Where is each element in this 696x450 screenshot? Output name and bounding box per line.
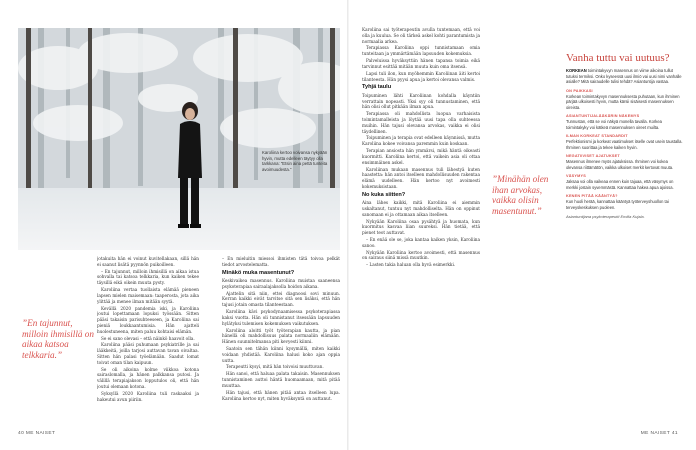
sidebar-section — [566, 174, 683, 190]
pull-quote-left: ”En tajunnut, milloin ihmisillä on aikaa katsoa telkkaria.” — [22, 318, 94, 360]
paragraph: Karoliina sai työterapeutin avulla tuntemaan, että voi olla ja kuulua. Se oli tärkeä askel kohti parantumista ja normaalia arkea. — [362, 27, 480, 44]
paragraph: Hän tajusi, että hänen pitää antaa itselleen lupa. Karoliina kertoo nyt, miten hyväksyntä on auttanut. — [222, 389, 340, 401]
paragraph: Nykyään Karoliina kertoo avoimesti, että masennus on sairaus siinä missä muutkin. — [362, 249, 480, 261]
sidebar-section-heading: KENEN PITÄÄ KÄÄNTYÄ? — [566, 194, 618, 198]
paragraph: Hän sanoi, että haluaa palata takaisin. Masennuksen tunnistaminen auttoi häntä huomaamaan, mitä pitää muuttaa. — [222, 371, 340, 388]
paragraph: Aina lähes kaikki, mitä Karoliina ei aiemmin uskaltanut, tuntuu nyt mahdolliselta. Hän on oppinut sanomaan ei ja ottamaan aikaa itselleen. — [362, 200, 480, 217]
sidebar-section-text: Korkean toimintakyvyn masennuksesta puhutaan, kun ihminen pärjää ulkoisesti hyvin, mutta kärsii sisäisesti masennuksen oireista. — [566, 93, 680, 110]
feature-photo — [18, 28, 340, 250]
paragraph: Karoliina aloitti työt työterapian kautta, ja pian hänellä oli mahdollisuus palata normaaliin elämään. Hänen suunnitelmansa piti kevyesti kiinni. — [222, 327, 340, 345]
article-column-b — [222, 256, 340, 432]
section-heading: Minäkö muka masentunut? — [222, 269, 295, 276]
paragraph: Toipuminen ja terapia ovat edelleen käynnissä, mutta Karoliina kokee voivansa paremmin kuin koskaan. — [362, 135, 480, 147]
paragraph: Terapiassa oli mahdollista luopua varhaisista toimintamalleista ja löytää uusi tapa olla suhteessa muihin. Hän tajusi olevansa arvokas, vaikka ei olisi täydellinen. — [362, 111, 480, 134]
paragraph: Saatoin sen tähän kiinni kysymällä, miten kaikki voidaan yhdistää. Karoliina halusi koko ajan oppia uutta. — [222, 346, 340, 363]
sidebar-intro — [566, 68, 683, 85]
paragraph: Se ei sano olevasi – että näinkö haavoit olla. — [101, 335, 195, 341]
paragraph: Terapeutti kysyi, mitä hän toivoisi muuttuvan. — [226, 364, 324, 370]
sidebar-section — [566, 134, 683, 150]
sidebar-section — [566, 114, 683, 130]
paragraph: – En mieluitin miessoi ihmisten tätä toivoa pelkät tiedot arvostelematta. — [222, 256, 340, 267]
pull-quote-right: ”Minähän olen ihan arvokas, vaikka olisin masentunut.” — [492, 174, 549, 216]
folio-left: 40 ME NAISET — [18, 431, 56, 436]
paragraph: – En enää ole se, joka kantaa kaiken yksin, Karoliina sanoo. — [362, 236, 480, 248]
paragraph: Syksyllä 2020 Karoliina tuli raskaaksi ja hakeutui avun piiriin. — [97, 390, 199, 402]
sidebar-intro-lead: KORKEAN — [566, 68, 587, 73]
sidebar-title: Vanha tuttu vai uutuus? — [566, 52, 670, 64]
section-heading: No kuka siitten? — [362, 191, 406, 198]
sidebar-section-heading: ASIANTUNTIJALÄÄKÄRIN NÄKEMYS — [566, 114, 640, 118]
paragraph: Keskivaikea masennus. Karoliina muistaa saaneensa psykoterapiaa sairaalajaksolla hoidon aikana. — [222, 278, 340, 289]
section-heading: Tyhjä taulu — [362, 84, 392, 91]
paragraph: Terapian ansiosta hän ymmärsi, mikä häntä oikeasti kuormitti. Karoliina kertoi, että vaikein asia oli ottaa ensimmäinen askel. — [362, 148, 480, 165]
info-sidebar — [566, 52, 683, 219]
sidebar-section — [566, 89, 683, 111]
sidebar-section-heading: ILMAN KORKEAT STANDARDIT — [566, 134, 628, 138]
paragraph: Ajattelin sitä niin, ettei diagnoosi sovi minuun. Kerran kaikki eivät tarvitse sitä sen lisäksi, että hän tajusi jotain omasta tilanteestaan. — [222, 290, 340, 308]
sidebar-section-text: Perfektionismi ja korkeat vaatimukset itselle ovat usein taustalla. Ihminen suorittaa ja tekee kaiken hyvin. — [566, 139, 683, 150]
sidebar-section-text: Masennus ilmenee myös ajatuksissa. Ihminen voi kokea olevansa riittämätön, vaikka ulkoiset merkit kertovat muuta. — [566, 159, 674, 170]
sidebar-section-text: Tunnustan, että se voi näkyä monella tavalla. Korkea toimintakyky voi kätkeä masennuksen oireet muilta. — [566, 119, 662, 130]
sidebar-section — [566, 194, 683, 210]
paragraph: Karoliinan mukaan masennus tuli lähestyä kuten haastetta: hän antoi itselleen mahdollisuuden rakentaa elämä uudelleen. Hän kertoo nyt avoimesti kokemuksistaan. — [362, 166, 480, 189]
paragraph: – En tajunnut, milloin ihmisillä on aikaa istua sohvalla tai katsoa telkkaria, kun kaiken tekee täysillä eikä oikein muuta pysty. — [97, 268, 199, 286]
article-column-c — [362, 27, 480, 432]
paragraph: Karoliina kävi psykodynaamisessa psykoterapiassa kaksi vuotta. Hän oli tunnistanut itsessään lapsuuden hylätyksi tulemisen kokemuksen vaikutuksen. — [222, 309, 340, 326]
sidebar-credit: Asiantuntijana psykoterapeutti Emilia Kujala. — [566, 214, 645, 219]
sidebar-intro-text: toimintakyvyn masennus on viime aikoina tullut tutuksi termiksi. Onko kyseessä uusi ilmiö vai uusi nimi vanhalle asialle? Mitä sairaudelle tulisi tehdä? Asiantuntija vastaa. — [566, 68, 682, 84]
sidebar-section-heading: VÄSYMYS — [566, 174, 586, 178]
paragraph: Palveluissa hyväksyttiin hänen tapansa toimia eikä tarvinnut esittää mitään muuta kuin oma itsensä. — [362, 58, 480, 69]
paragraph: Lapsi tuli ilon, kun myöhemmin Karoliinan äiti kertoi tilanteesta. Hän pyysi apua ja kertoi olevansa valmis. — [362, 70, 480, 82]
paragraph: Terapiassa Karoliina oppi tunnistamaan omia tunteitaan ja ymmärtämään lapsuuden kokemuksia. — [362, 45, 480, 57]
folio-right: ME NAISET 41 — [640, 431, 678, 436]
paragraph: Se oli aikoina kolme viikkoa kotona sairaslomalla, ja hänen palkkansa putosi. Ja välillä terapiajakson lopputulos oli, että hän joutui olemaan kotona. — [97, 366, 199, 389]
photo-caption: Karoliina kertoo voivansa nykyään hyvin, mutta edelleen täytyy olla tarkkana: ”Etsin aina pettä tunteita avoimuudesta.” — [262, 150, 328, 172]
sidebar-section-text: Kun huoli herää, kannattaa kääntyä työterveyshuollon tai terveyskeskuksen puoleen. — [566, 199, 669, 210]
sidebar-section-text: Jaksaa voi olla vaikeaa ennen kuin tajuaa, että väsymys on merkki jostain syvemmästä. Kannattaa hakea apua ajoissa. — [566, 179, 674, 190]
paragraph: Karoliina pääsi puhumaan psykiatrille ja sai lääkkeitä, joilla tarjosi auttavan tavan oivaltaa. Sitten hän palasi työelämään. Saadut lomat toivat oman tilan kaipuun. — [97, 342, 199, 365]
sidebar-section — [566, 154, 683, 170]
paragraph: – Lasten takia haluan olla hyvä esimerkki. — [366, 262, 456, 268]
sidebar-section-heading: NEGATIIVISET AJATUKSET — [566, 154, 620, 158]
paragraph: Kevällä 2020 pandemia iski, ja Karoliina joutui lopettamaan lopuksi työssään. Sitten pääsi takaisin parisuhteeseen, ja Karoliina sai pieniä loukkaantumisia. Hän ajatteli huolestuneena, miten paluu kohtaisi elämän. — [97, 305, 199, 334]
snowy-forest-illustration — [18, 28, 340, 250]
article-column-a — [97, 256, 199, 432]
sidebar-section-heading: ON PAIKKASI — [566, 88, 593, 93]
paragraph: jotakuita hän ei voinut kuvitellakaan, sillä hän ei saanut lisätä pyynnön puikoilleen. — [97, 256, 199, 267]
page-gutter — [347, 0, 349, 450]
paragraph: Karoliina vertaa tuollaista elämää pieneen lapsen mielen maisemaan: taaperosta, jota aika ylittää ja menee ilman mitään syytä. — [97, 287, 199, 304]
paragraph: Nykyään Karoliina osaa pysähtyä ja huomata, kun kuormitus kasvaa liian suureksi. Hän tietää, että pienet teot auttavat. — [362, 218, 480, 235]
paragraph: Toipuminen lähti Karoliinan kohdalla käyntiin verrattain nopeasti. Yksi syy oli tunnustaminen, että hän olisi ollut pitkään ilman apua. — [362, 92, 480, 110]
